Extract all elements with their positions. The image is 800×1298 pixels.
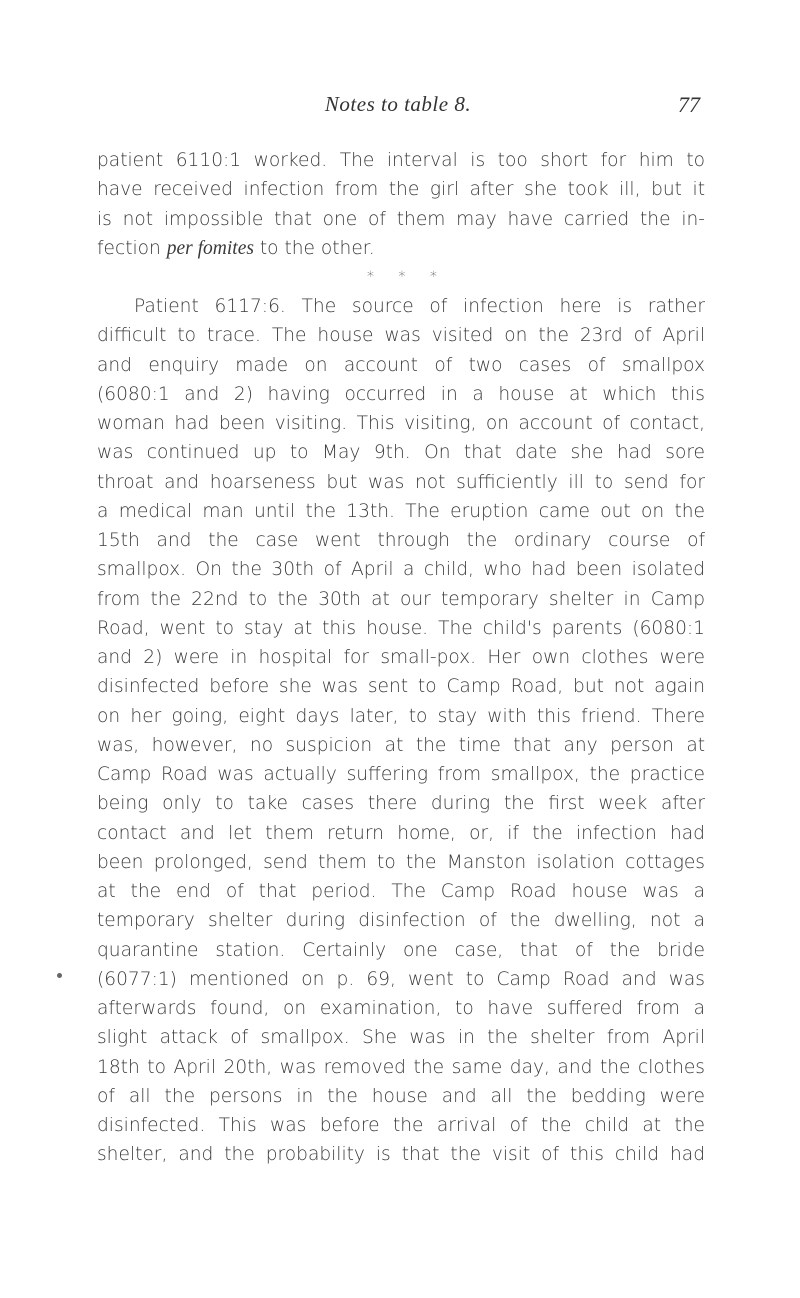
text-line: 15th and the case went through the ordinary course of: [97, 530, 705, 551]
text-line: and enquiry made on account of two cases of smallpox: [97, 354, 705, 376]
running-title: Notes to table 8.: [324, 92, 472, 116]
italic-term: per fomites: [166, 237, 254, 259]
text-line: (6077:1) mentioned on p. 69, went to Camp Road and was: [97, 968, 705, 990]
text-fragment: fection: [97, 237, 167, 259]
text-line: and 2) were in hospital for small-pox. Her own clothes were: [97, 647, 705, 668]
text-line: from the 22nd to the 30th at our temporary shelter in Camp: [97, 588, 705, 610]
text-line: slight attack of smallpox. She was in the shelter from April: [97, 1027, 705, 1049]
text-line: was continued up to May 9th. On that date she had sore: [97, 442, 705, 464]
page-number: 77: [678, 92, 700, 117]
text-line: being only to take cases there during the first week after: [97, 793, 705, 815]
section-separator: * * *: [367, 269, 447, 285]
text-line: disinfected before she was sent to Camp Road, but not again: [97, 676, 705, 698]
text-line: throat and hoarseness but was not sufficiently ill to send for: [97, 471, 705, 493]
text-line: temporary shelter during disinfection of the dwelling, not a: [97, 910, 705, 932]
text-line: have received infection from the girl after she took ill, but it: [97, 179, 705, 201]
running-head: [96, 92, 700, 122]
text-line: was, however, no suspicion at the time that any person at: [97, 734, 705, 756]
text-line: disinfected. This was before the arrival of the child at the: [97, 1115, 705, 1136]
text-line: Camp Road was actually suffering from smallpox, the practice: [97, 764, 705, 785]
text-line: on her going, eight days later, to stay with this friend. There: [97, 705, 705, 727]
text-line: quarantine station. Certainly one case, that of the bride: [97, 939, 705, 961]
text-line: [97, 234, 705, 263]
text-line: of all the persons in the house and all the bedding were: [97, 1085, 705, 1107]
text-line: is not impossible that one of them may have carried the in-: [97, 208, 705, 230]
paragraph-patient-6117: [97, 292, 705, 1170]
text-line: difficult to trace. The house was visited on the 23rd of April: [97, 325, 705, 347]
text-line: at the end of that period. The Camp Road house was a: [97, 881, 705, 902]
text-line: woman had been visiting. This visiting, on account of contact,: [97, 413, 705, 434]
text-line: patient 6110:1 worked. The interval is too short for him to: [97, 150, 705, 171]
paragraph-continuation: [97, 146, 705, 263]
text-line: Road, went to stay at this house. The child's parents (6080:1: [97, 617, 705, 639]
text-line: been prolonged, send them to the Manston isolation cottages: [97, 851, 705, 873]
text-line: contact and let them return home, or, if the infection had: [97, 822, 705, 844]
text-line: (6080:1 and 2) having occurred in a house at which this: [97, 383, 705, 405]
text-line: smallpox. On the 30th of April a child, who had been isolated: [97, 559, 705, 581]
text-line: a medical man until the 13th. The eruption came out on the: [97, 500, 705, 522]
text-line: shelter, and the probability is that the visit of this child had: [97, 1144, 705, 1166]
body-text: [97, 146, 705, 1170]
text-fragment: to the other.: [253, 237, 375, 259]
text-line: Patient 6117:6. The source of infection here is rather: [134, 296, 705, 317]
text-line: 18th to April 20th, was removed the same day, and the clothes: [97, 1056, 705, 1078]
text-line: afterwards found, on examination, to have suffered from a: [97, 998, 705, 1019]
margin-dot-mark: [57, 973, 62, 978]
